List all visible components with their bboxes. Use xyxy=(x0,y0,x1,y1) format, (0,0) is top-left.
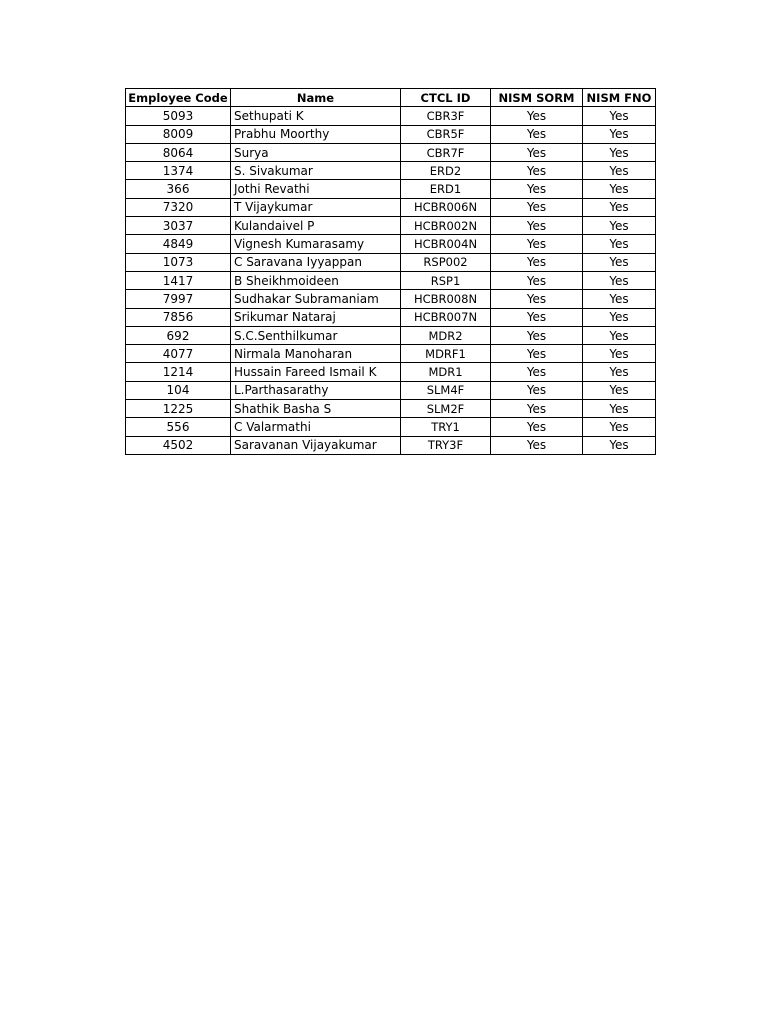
header-employee-code: Employee Code xyxy=(126,89,231,107)
nism-sorm-cell: Yes xyxy=(491,381,583,399)
nism-fno-cell: Yes xyxy=(583,290,656,308)
employee-code-cell: 1374 xyxy=(126,162,231,180)
ctcl-id-cell: HCBR008N xyxy=(401,290,491,308)
employee-name-cell: S.C.Senthilkumar xyxy=(231,326,401,344)
employee-name-cell: Hussain Fareed Ismail K xyxy=(231,363,401,381)
header-nism-fno: NISM FNO xyxy=(583,89,656,107)
nism-fno-cell: Yes xyxy=(583,107,656,125)
nism-sorm-cell: Yes xyxy=(491,400,583,418)
nism-fno-cell: Yes xyxy=(583,125,656,143)
nism-fno-cell: Yes xyxy=(583,198,656,216)
table-row xyxy=(126,308,656,326)
employee-code-cell: 7320 xyxy=(126,198,231,216)
nism-fno-cell: Yes xyxy=(583,436,656,454)
nism-fno-cell: Yes xyxy=(583,217,656,235)
ctcl-id-cell: MDR1 xyxy=(401,363,491,381)
employee-code-cell: 8064 xyxy=(126,143,231,161)
ctcl-id-cell: CBR3F xyxy=(401,107,491,125)
ctcl-id-cell: HCBR006N xyxy=(401,198,491,216)
employee-name-cell: Kulandaivel P xyxy=(231,217,401,235)
table-row xyxy=(126,436,656,454)
employee-code-cell: 4502 xyxy=(126,436,231,454)
nism-sorm-cell: Yes xyxy=(491,143,583,161)
table-row xyxy=(126,326,656,344)
employee-code-cell: 692 xyxy=(126,326,231,344)
employee-name-cell: Shathik Basha S xyxy=(231,400,401,418)
header-nism-sorm: NISM SORM xyxy=(491,89,583,107)
header-row xyxy=(126,89,656,107)
table-row xyxy=(126,143,656,161)
nism-fno-cell: Yes xyxy=(583,381,656,399)
nism-sorm-cell: Yes xyxy=(491,198,583,216)
ctcl-id-cell: TRY3F xyxy=(401,436,491,454)
employee-code-cell: 366 xyxy=(126,180,231,198)
employee-code-cell: 5093 xyxy=(126,107,231,125)
table-row xyxy=(126,363,656,381)
employee-name-cell: B Sheikhmoideen xyxy=(231,271,401,289)
nism-sorm-cell: Yes xyxy=(491,290,583,308)
nism-sorm-cell: Yes xyxy=(491,363,583,381)
employee-code-cell: 1073 xyxy=(126,253,231,271)
nism-fno-cell: Yes xyxy=(583,400,656,418)
employee-code-cell: 1225 xyxy=(126,400,231,418)
ctcl-id-cell: CBR7F xyxy=(401,143,491,161)
employee-name-cell: Sudhakar Subramaniam xyxy=(231,290,401,308)
ctcl-id-cell: CBR5F xyxy=(401,125,491,143)
table-row xyxy=(126,400,656,418)
nism-fno-cell: Yes xyxy=(583,271,656,289)
table-row xyxy=(126,235,656,253)
nism-fno-cell: Yes xyxy=(583,308,656,326)
table-row xyxy=(126,162,656,180)
employee-code-cell: 4849 xyxy=(126,235,231,253)
nism-sorm-cell: Yes xyxy=(491,326,583,344)
nism-sorm-cell: Yes xyxy=(491,418,583,436)
employee-code-cell: 1214 xyxy=(126,363,231,381)
ctcl-id-cell: HCBR007N xyxy=(401,308,491,326)
employee-name-cell: C Valarmathi xyxy=(231,418,401,436)
nism-sorm-cell: Yes xyxy=(491,125,583,143)
ctcl-id-cell: RSP1 xyxy=(401,271,491,289)
nism-sorm-cell: Yes xyxy=(491,107,583,125)
ctcl-id-cell: HCBR002N xyxy=(401,217,491,235)
nism-fno-cell: Yes xyxy=(583,326,656,344)
ctcl-id-cell: ERD1 xyxy=(401,180,491,198)
nism-sorm-cell: Yes xyxy=(491,271,583,289)
nism-sorm-cell: Yes xyxy=(491,436,583,454)
employee-name-cell: Saravanan Vijayakumar xyxy=(231,436,401,454)
employee-name-cell: S. Sivakumar xyxy=(231,162,401,180)
table-row xyxy=(126,271,656,289)
nism-sorm-cell: Yes xyxy=(491,308,583,326)
header-name: Name xyxy=(231,89,401,107)
employee-name-cell: T Vijaykumar xyxy=(231,198,401,216)
ctcl-id-cell: ERD2 xyxy=(401,162,491,180)
employee-name-cell: Sethupati K xyxy=(231,107,401,125)
table-row xyxy=(126,253,656,271)
table-row xyxy=(126,180,656,198)
employee-name-cell: Nirmala Manoharan xyxy=(231,345,401,363)
ctcl-id-cell: MDRF1 xyxy=(401,345,491,363)
table-row xyxy=(126,418,656,436)
table-row xyxy=(126,198,656,216)
employee-name-cell: Jothi Revathi xyxy=(231,180,401,198)
employee-code-cell: 3037 xyxy=(126,217,231,235)
employee-table xyxy=(125,88,656,455)
ctcl-id-cell: MDR2 xyxy=(401,326,491,344)
ctcl-id-cell: HCBR004N xyxy=(401,235,491,253)
nism-sorm-cell: Yes xyxy=(491,345,583,363)
employee-name-cell: C Saravana Iyyappan xyxy=(231,253,401,271)
employee-code-cell: 7997 xyxy=(126,290,231,308)
nism-sorm-cell: Yes xyxy=(491,180,583,198)
employee-code-cell: 8009 xyxy=(126,125,231,143)
nism-fno-cell: Yes xyxy=(583,235,656,253)
employee-name-cell: L.Parthasarathy xyxy=(231,381,401,399)
employee-code-cell: 556 xyxy=(126,418,231,436)
nism-fno-cell: Yes xyxy=(583,345,656,363)
nism-fno-cell: Yes xyxy=(583,180,656,198)
employee-code-cell: 7856 xyxy=(126,308,231,326)
table-row xyxy=(126,107,656,125)
header-ctcl-id: CTCL ID xyxy=(401,89,491,107)
table-row xyxy=(126,345,656,363)
employee-code-cell: 1417 xyxy=(126,271,231,289)
table-header xyxy=(126,89,656,107)
nism-sorm-cell: Yes xyxy=(491,162,583,180)
employee-code-cell: 4077 xyxy=(126,345,231,363)
nism-fno-cell: Yes xyxy=(583,418,656,436)
ctcl-id-cell: TRY1 xyxy=(401,418,491,436)
employee-code-cell: 104 xyxy=(126,381,231,399)
table-row xyxy=(126,290,656,308)
table-row xyxy=(126,125,656,143)
table-row xyxy=(126,217,656,235)
employee-name-cell: Vignesh Kumarasamy xyxy=(231,235,401,253)
table-body xyxy=(126,107,656,455)
nism-fno-cell: Yes xyxy=(583,162,656,180)
employee-name-cell: Srikumar Nataraj xyxy=(231,308,401,326)
table-row xyxy=(126,381,656,399)
ctcl-id-cell: RSP002 xyxy=(401,253,491,271)
employee-name-cell: Surya xyxy=(231,143,401,161)
nism-fno-cell: Yes xyxy=(583,253,656,271)
ctcl-id-cell: SLM4F xyxy=(401,381,491,399)
nism-sorm-cell: Yes xyxy=(491,217,583,235)
employee-name-cell: Prabhu Moorthy xyxy=(231,125,401,143)
nism-sorm-cell: Yes xyxy=(491,253,583,271)
nism-fno-cell: Yes xyxy=(583,363,656,381)
ctcl-id-cell: SLM2F xyxy=(401,400,491,418)
nism-fno-cell: Yes xyxy=(583,143,656,161)
nism-sorm-cell: Yes xyxy=(491,235,583,253)
